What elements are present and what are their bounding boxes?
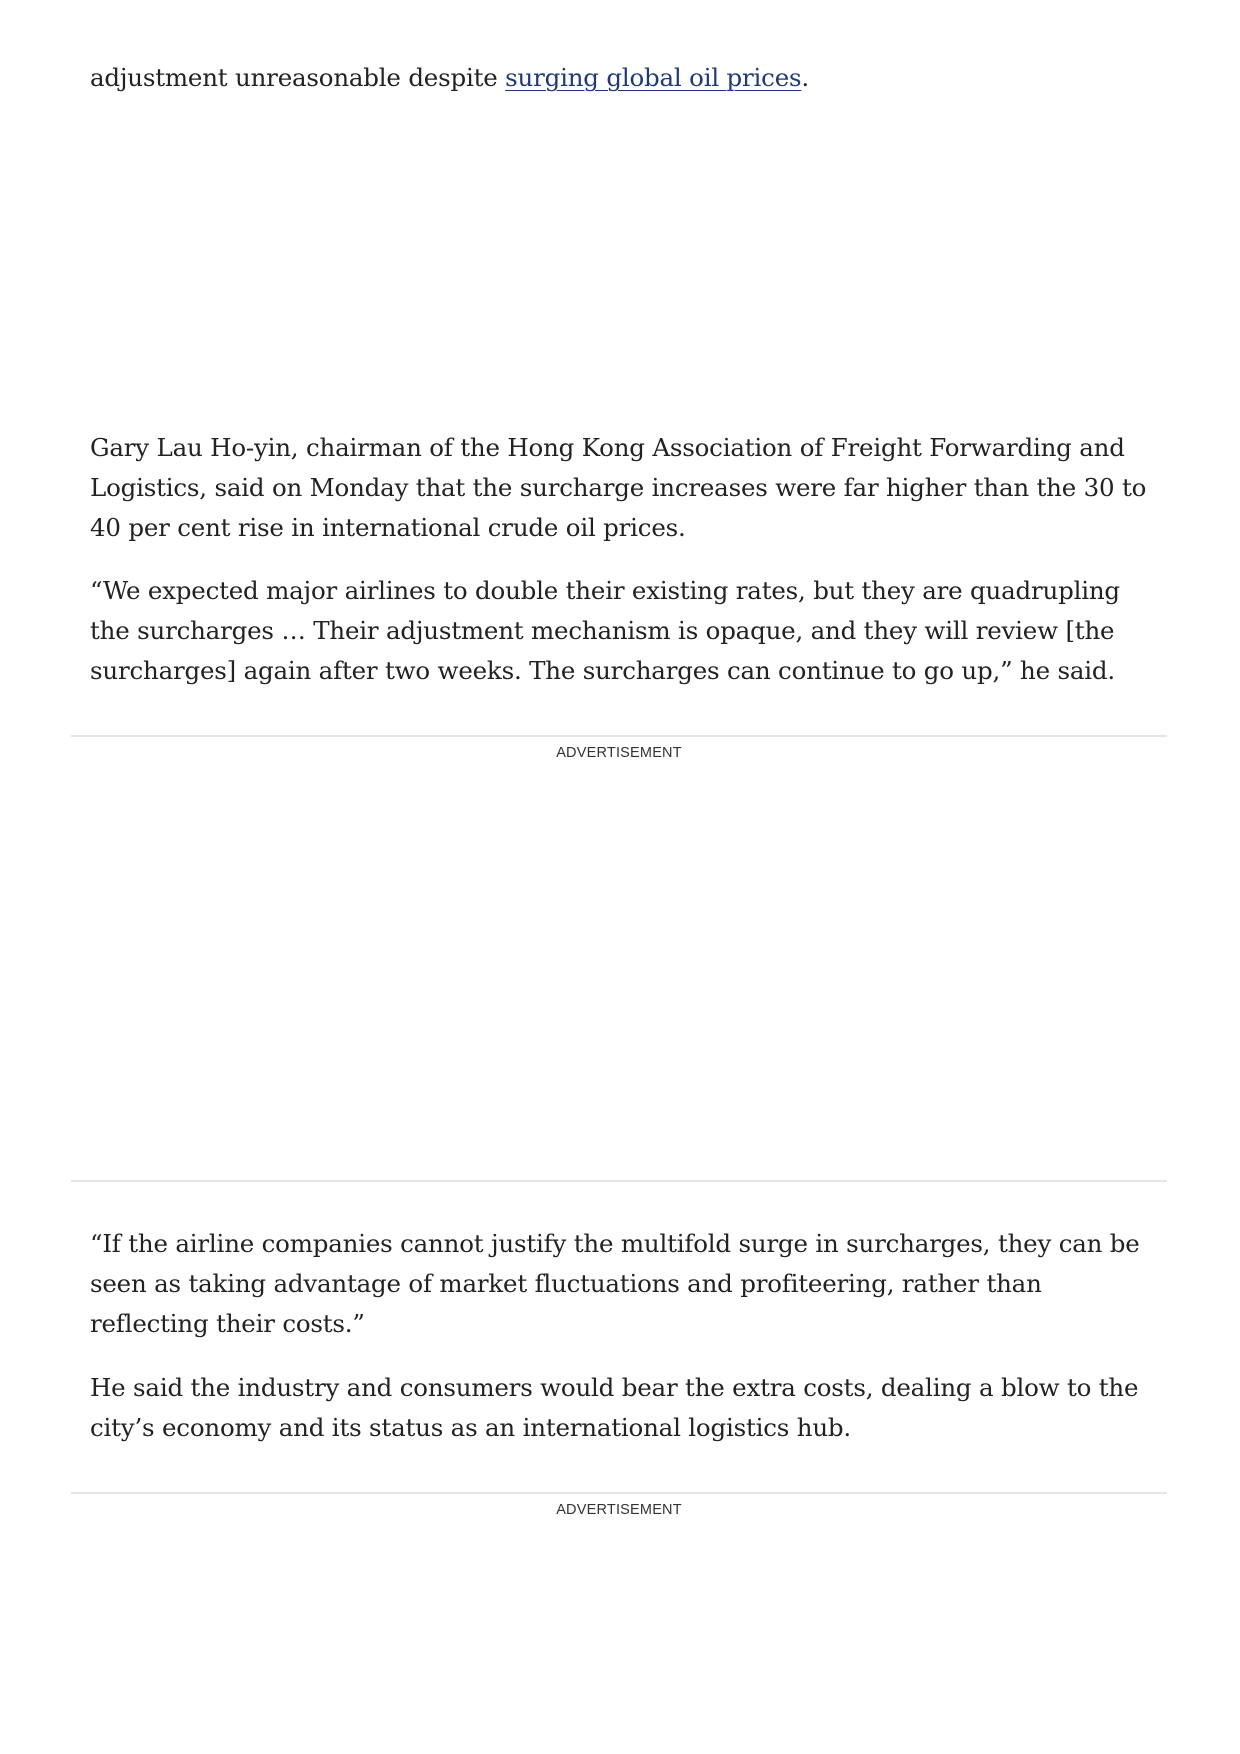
surging-oil-prices-link[interactable]: surging global oil prices (505, 63, 802, 92)
advertisement-divider-bottom (71, 1180, 1167, 1182)
paragraph-oil-prices (90, 58, 1150, 98)
paragraph-text: adjustment unreasonable despite (90, 63, 506, 92)
advertisement-divider-top (71, 735, 1167, 737)
advertisement-label: ADVERTISEMENT (556, 1502, 682, 1518)
advertisement-divider-top (71, 1492, 1167, 1494)
paragraph-industry-costs: He said the industry and consumers would bear the extra costs, dealing a blow to the city’s economy and its status as an international logistics hub. (90, 1373, 1139, 1442)
advertisement-label: ADVERTISEMENT (556, 745, 682, 761)
paragraph-gary-lau: Gary Lau Ho-yin, chairman of the Hong Kong Association of Freight Forwarding and Logistics, said on Monday that the surcharge increases were far higher than the 30 to 40 per cent rise in international crude oil prices. (90, 433, 1147, 542)
paragraph-text-end: . (801, 63, 809, 92)
paragraph-quote-airlines: “We expected major airlines to double their existing rates, but they are quadrupling the surcharges … Their adjustment mechanism is opaque, and they will review [the surcharges] again after two weeks. The surcharges can continue to go up,” he said. (90, 576, 1120, 685)
paragraph-quote-profiteering: “If the airline companies cannot justify the multifold surge in surcharges, they can be seen as taking advantage of market fluctuations and profiteering, rather than reflecting their costs.” (90, 1229, 1140, 1338)
